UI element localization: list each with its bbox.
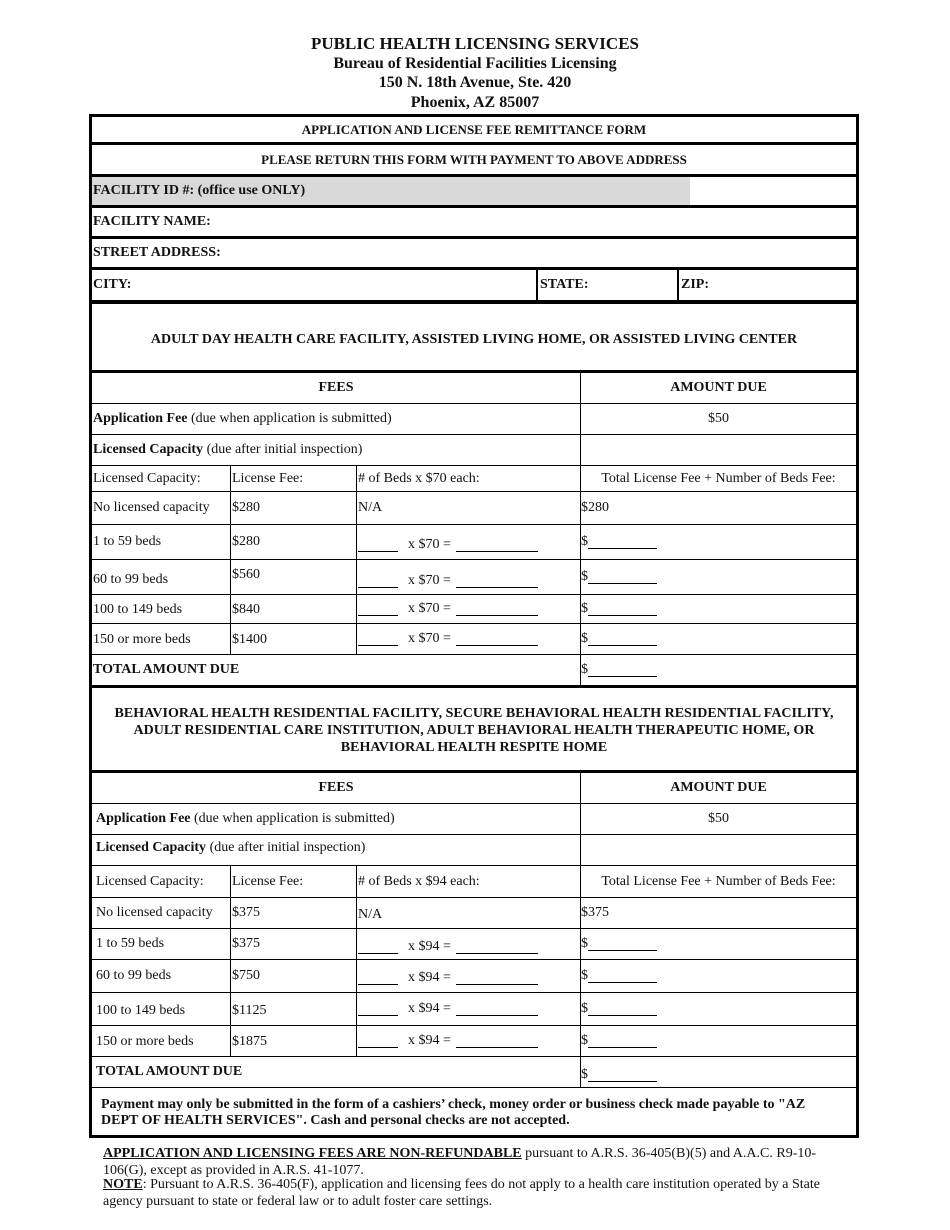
total-cell[interactable] [580,1026,856,1056]
total-dollar: $ [581,1001,588,1016]
section2-col-beds: # of Beds x $94 each: [356,866,580,897]
section1-total-row [92,655,856,688]
section1-fees-header-row [92,373,856,404]
street-address-row[interactable] [92,239,856,270]
facility-name-row[interactable] [92,208,856,239]
section1-capacity-bold: Licensed Capacity [93,442,204,457]
facility-id-row [92,177,856,208]
section1-capacity-row [92,435,856,466]
section1-row-60-99 [92,560,856,595]
license-fee-cell: $280 [230,525,356,559]
section1-title: ADULT DAY HEALTH CARE FACILITY, ASSISTED LIVING HOME, OR ASSISTED LIVING CENTER [150,332,798,347]
capacity-cell: 60 to 99 beds [96,968,172,983]
beds-cell[interactable] [356,1026,580,1056]
license-fee-cell: $840 [230,595,356,623]
note-text: : Pursuant to A.R.S. 36-405(F), application and licensing fees do not apply to a health care institution operated by a State agency pursuant to state or federal law or to adult foster care settings. [103,1177,820,1209]
section2-app-fee-note: (due when application is submitted) [190,811,395,826]
beds-cell: N/A [356,492,580,524]
total-cell[interactable] [580,595,856,623]
section2-total-label: TOTAL AMOUNT DUE [96,1064,243,1079]
section2-column-headers [92,866,856,898]
section2-title [92,705,856,756]
agency-name: PUBLIC HEALTH LICENSING SERVICES [310,34,639,53]
facility-name-label: FACILITY NAME: [93,214,211,229]
footer-note [103,1176,843,1210]
section2-total-value[interactable] [580,1057,856,1087]
letterhead [0,34,950,112]
section1-app-fee-label [93,404,580,434]
total-cell[interactable] [580,929,856,959]
section1-fees-header: FEES [318,380,354,395]
total-blank[interactable] [588,1003,657,1016]
capacity-cell: No licensed capacity [93,500,210,515]
beds-cell[interactable] [356,624,580,654]
beds-fee-blank[interactable] [456,1035,538,1048]
section2-app-fee-label [96,804,580,834]
license-fee-cell: $560 [230,560,356,594]
section2-row-100-149 [92,993,856,1026]
capacity-cell: 60 to 99 beds [93,572,169,587]
beds-cell[interactable] [356,929,580,959]
section1-row-150-plus [92,624,856,655]
total-dollar: $ [581,534,588,549]
section2-capacity-amount [580,835,856,865]
capacity-cell: 100 to 149 beds [96,1003,186,1018]
section1-col-beds: # of Beds x $70 each: [356,466,580,491]
total-cell[interactable] [580,624,856,654]
total-dollar: $ [581,662,588,677]
zip-label: ZIP: [677,270,856,300]
section2-amount-header: AMOUNT DUE [580,773,856,803]
section2-col-fee: License Fee: [230,866,356,897]
payment-note: Payment may only be submitted in the form of a cashiers’ check, money order or business check made payable to "AZ DEPT OF HEALTH SERVICES". Cash and personal checks are not accepted. [101,1097,806,1128]
section2-title-line-2: ADULT RESIDENTIAL CARE INSTITUTION, ADULT BEHAVIORAL HEALTH THERAPEUTIC HOME, OR [133,723,815,738]
address-line-2: Phoenix, AZ 85007 [410,93,540,111]
section1-total-label: TOTAL AMOUNT DUE [93,662,240,677]
section2-col-total: Total License Fee + Number of Beds Fee: [580,866,856,897]
section1-row-1-59 [92,525,856,560]
total-dollar: $ [581,936,588,951]
total-blank[interactable] [588,571,657,584]
beds-multiplier: x $94 = [408,1001,451,1016]
form-title-row [92,117,856,145]
section1-col-capacity: Licensed Capacity: [93,470,201,486]
state-label: STATE: [536,270,677,300]
total-dollar: $ [581,601,588,616]
section2-app-fee-row [92,804,856,835]
beds-fee-blank[interactable] [456,941,538,954]
total-blank[interactable] [588,1035,657,1048]
nonrefundable-bold: APPLICATION AND LICENSING FEES ARE NON-REFUNDABLE [103,1146,522,1161]
license-fee-cell: $375 [230,898,356,928]
total-blank[interactable] [588,664,657,677]
license-fee-cell: $280 [230,492,356,524]
section1-row-100-149 [92,595,856,624]
total-cell[interactable] [580,960,856,992]
total-cell[interactable] [580,993,856,1025]
beds-multiplier: x $70 = [408,537,451,552]
license-fee-cell: $750 [230,960,356,992]
section1-app-fee-amount: $50 [580,404,856,434]
total-blank[interactable] [588,633,657,646]
facility-id-label: FACILITY ID #: (office use ONLY) [93,183,306,198]
section2-fees-header: FEES [318,780,354,795]
total-cell: $375 [580,898,856,928]
section1-app-fee-note: (due when application is submitted) [187,411,392,426]
beds-multiplier: x $94 = [408,970,451,985]
nonrefundable-note [103,1145,843,1179]
total-dollar: $ [581,631,588,646]
license-fee-cell: $1125 [230,993,356,1025]
note-bold: NOTE [103,1177,143,1192]
total-blank[interactable] [588,1069,657,1082]
form-title: APPLICATION AND LICENSE FEE REMITTANCE FORM [301,121,647,137]
section2-total-row [92,1057,856,1088]
section1-capacity-amount [580,435,856,465]
beds-multiplier: x $94 = [408,1033,451,1048]
section1-total-value[interactable] [580,655,856,685]
beds-fee-blank[interactable] [456,972,538,985]
beds-fee-blank[interactable] [456,603,538,616]
beds-count-blank[interactable] [358,603,398,616]
section2-row-60-99 [92,960,856,993]
city-label: CITY: [93,277,132,292]
street-address-label: STREET ADDRESS: [93,245,221,260]
instruction-row [92,145,856,177]
section2-row-1-59 [92,929,856,960]
capacity-cell: No licensed capacity [96,905,213,920]
section2-row-150-plus [92,1026,856,1057]
total-blank[interactable] [588,970,657,983]
section1-capacity-label [93,435,580,465]
beds-cell[interactable] [356,595,580,623]
section1-col-total: Total License Fee + Number of Beds Fee: [580,466,856,491]
section1-col-fee: License Fee: [230,466,356,491]
section1-column-headers [92,466,856,492]
beds-count-blank[interactable] [358,972,398,985]
beds-multiplier: x $70 = [408,601,451,616]
address-line-1: 150 N. 18th Avenue, Ste. 420 [378,74,572,91]
beds-count-blank[interactable] [358,1035,398,1048]
total-cell[interactable] [580,525,856,559]
section2-capacity-note: (due after initial inspection) [206,840,366,855]
beds-count-blank[interactable] [358,1003,398,1016]
beds-fee-blank[interactable] [456,633,538,646]
city-state-zip-row [92,270,856,304]
nonrefundable-text: pursuant to A.R.S. 36-405(B)(5) and A.A.C. R9-10-106(G), except as provided in A.R.S. 41-1077. [103,1146,817,1178]
section2-capacity-row [92,835,856,866]
section2-app-fee-bold: Application Fee [96,811,191,826]
capacity-cell: 150 or more beds [96,1034,194,1049]
beds-multiplier: x $70 = [408,573,451,588]
total-blank[interactable] [588,536,657,549]
beds-fee-blank[interactable] [456,575,538,588]
beds-cell[interactable] [356,960,580,992]
capacity-cell: 1 to 59 beds [96,936,165,951]
beds-cell[interactable] [356,525,580,559]
capacity-cell: 100 to 149 beds [93,602,183,617]
section1-app-fee-bold: Application Fee [93,411,188,426]
total-dollar: $ [581,1067,588,1082]
section2-capacity-label [96,835,580,865]
beds-count-blank[interactable] [358,941,398,954]
section1-app-fee-row [92,404,856,435]
total-cell[interactable] [580,560,856,594]
beds-multiplier: x $94 = [408,939,451,954]
total-dollar: $ [581,968,588,983]
beds-cell[interactable] [356,560,580,594]
beds-multiplier: x $70 = [408,631,451,646]
payment-note-row [92,1088,856,1135]
total-dollar: $ [581,569,588,584]
total-blank[interactable] [588,603,657,616]
total-dollar: $ [581,1033,588,1048]
section2-title-line-3: BEHAVIORAL HEALTH RESPITE HOME [340,740,608,755]
section2-fees-header-row [92,773,856,804]
section1-amount-header: AMOUNT DUE [580,373,856,403]
total-blank[interactable] [588,938,657,951]
section2-app-fee-amount: $50 [580,804,856,834]
bureau-name: Bureau of Residential Facilities Licensing [333,54,617,72]
license-fee-cell: $1875 [230,1026,356,1056]
beds-fee-blank[interactable] [456,1003,538,1016]
form-instruction: PLEASE RETURN THIS FORM WITH PAYMENT TO ABOVE ADDRESS [261,151,687,167]
section2-title-line-1: BEHAVIORAL HEALTH RESIDENTIAL FACILITY, SECURE BEHAVIORAL HEALTH RESIDENTIAL FACILITY, [114,706,834,721]
total-cell: $280 [580,492,856,524]
capacity-cell: 150 or more beds [93,632,191,647]
section1-capacity-note: (due after initial inspection) [203,442,363,457]
section2-row-none [92,898,856,929]
section2-capacity-bold: Licensed Capacity [96,840,207,855]
beds-cell: N/A [356,898,580,928]
beds-fee-blank[interactable] [456,539,538,552]
section2-col-capacity: Licensed Capacity: [96,873,204,889]
beds-cell[interactable] [356,993,580,1025]
beds-count-blank[interactable] [358,633,398,646]
capacity-cell: 1 to 59 beds [93,534,162,549]
license-fee-cell: $375 [230,929,356,959]
beds-count-blank[interactable] [358,539,398,552]
beds-count-blank[interactable] [358,575,398,588]
license-fee-cell: $1400 [230,624,356,654]
section1-row-none [92,492,856,525]
